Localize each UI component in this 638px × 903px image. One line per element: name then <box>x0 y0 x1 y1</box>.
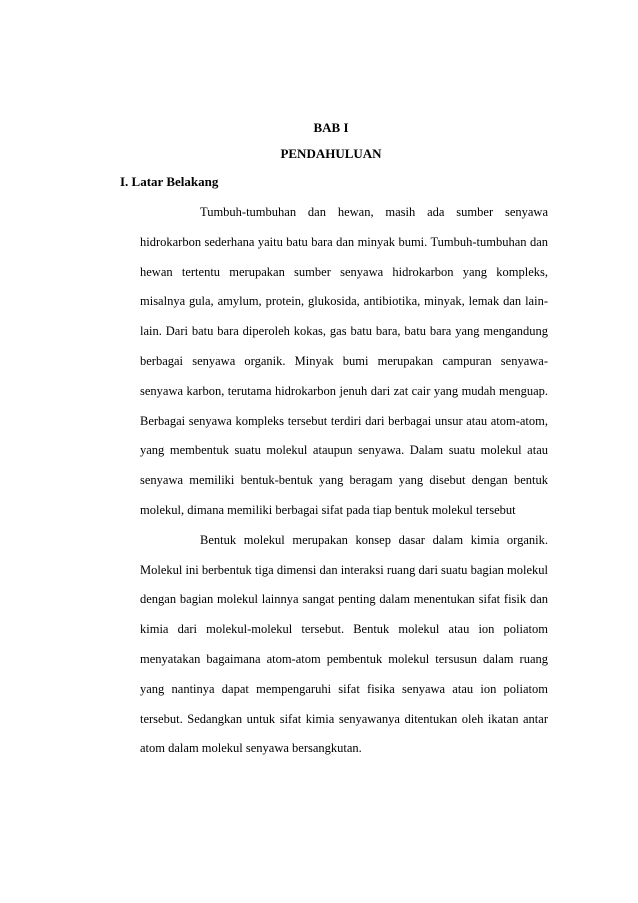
body-text <box>140 198 548 764</box>
paragraph-1: Tumbuh-tumbuhan dan hewan, masih ada sumber senyawa hidrokarbon sederhana yaitu batu bara dan minyak bumi. Tumbuh-tumbuhan dan hewan tertentu merupakan sumber senyawa hidrokarbon yang kompleks, misalnya gula, amylum, protein, glukosida, antibiotika, minyak, lemak dan lain-lain. Dari batu bara diperoleh kokas, gas batu bara, batu bara yang mengandung berbagai senyawa organik. Minyak bumi merupakan campuran senyawa-senyawa karbon, terutama hidrokarbon jenuh dari zat cair yang mudah menguap. Berbagai senyawa kompleks tersebut terdiri dari berbagai unsur atau atom-atom, yang membentuk suatu molekul ataupun senyawa. Dalam suatu molekul atau senyawa memiliki bentuk-bentuk yang beragam yang disebut dengan bentuk molekul, dimana memiliki berbagai sifat pada tiap bentuk molekul tersebut <box>140 205 548 517</box>
chapter-number: BAB I <box>313 120 349 135</box>
section-heading: I. Latar Belakang <box>120 174 219 189</box>
paragraph-2: Bentuk molekul merupakan konsep dasar dalam kimia organik. Molekul ini berbentuk tiga dimensi dan interaksi ruang dari suatu bagian molekul dengan bagian molekul lainnya sangat penting dalam menentukan sifat fisik dan kimia dari molekul-molekul tersebut. Bentuk molekul atau ion poliatom menyatakan bagaimana atom-atom pembentuk molekul tersusun dalam ruang yang nantinya dapat mempengaruhi sifat fisika senyawa atau ion poliatom tersebut. Sedangkan untuk sifat kimia senyawanya ditentukan oleh ikatan antar atom dalam molekul senyawa bersangkutan. <box>140 532 548 756</box>
chapter-title: PENDAHULUAN <box>280 146 382 161</box>
